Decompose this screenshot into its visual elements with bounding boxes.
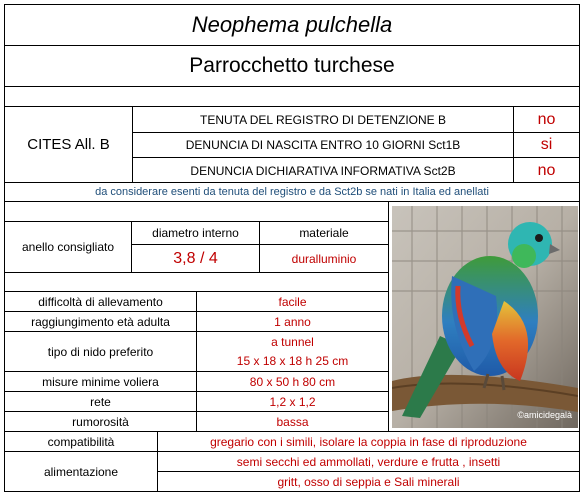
cites-row-value: si xyxy=(540,136,553,153)
detail-value: 80 x 50 h 80 cm xyxy=(249,374,336,389)
detail-value: bassa xyxy=(276,414,309,429)
cites-row-value: no xyxy=(537,161,556,179)
photo-watermark: ©amicidegalà xyxy=(517,410,572,420)
detail-label: misure minime voliera xyxy=(42,374,159,389)
detail-label: tipo di nido preferito xyxy=(47,344,154,359)
common-name: Parrocchetto turchese xyxy=(189,54,395,77)
detail-label: difficoltà di allevamento xyxy=(38,294,163,309)
cites-row-text: TENUTA DEL REGISTRO DI DETENZIONE B xyxy=(199,112,447,127)
parrot-illustration xyxy=(392,206,578,428)
detail-value: 15 x 18 x 18 h 25 cm xyxy=(236,354,349,368)
cites-label: CITES All. B xyxy=(27,136,110,153)
cites-row-value: no xyxy=(537,110,556,128)
detail-value: facile xyxy=(278,294,307,309)
ring-diameter-value: 3,8 / 4 xyxy=(173,249,218,267)
compatibility-value: gregario con i simili, isolare la coppia in fase di riproduzione xyxy=(210,434,527,449)
divider xyxy=(5,272,388,273)
feeding-line: gritt, osso di seppia e Sali minerali xyxy=(277,474,460,489)
cites-note: da considerare esenti da tenuta del registro e da Sct2b se nati in Italia ed anellati xyxy=(95,186,489,198)
detail-label: rumorosità xyxy=(72,414,129,429)
detail-label: raggiungimento età adulta xyxy=(31,314,170,329)
detail-value: 1 anno xyxy=(274,314,311,329)
bird-photo xyxy=(392,206,578,428)
detail-value: a tunnel xyxy=(271,335,314,349)
scientific-name: Neophema pulchella xyxy=(191,12,393,37)
divider xyxy=(5,86,579,87)
detail-value: 1,2 x 1,2 xyxy=(269,394,316,409)
ring-material-header: materiale xyxy=(299,226,349,240)
detail-label: rete xyxy=(90,394,111,409)
ring-diameter-header: diametro interno xyxy=(152,226,239,240)
divider xyxy=(388,201,389,431)
ring-material-value: duralluminio xyxy=(291,251,357,266)
cites-row-text: DENUNCIA DICHIARATIVA INFORMATIVA Sct2B xyxy=(190,163,456,178)
compatibility-label: compatibilità xyxy=(47,434,115,449)
ring-label: anello consigliato xyxy=(21,240,115,254)
cites-row-text: DENUNCIA DI NASCITA ENTRO 10 GIORNI Sct1B xyxy=(185,138,461,152)
divider xyxy=(5,201,579,202)
feeding-label: alimentazione xyxy=(43,464,119,479)
feeding-line: semi secchi ed ammollati, verdure e frutta , insetti xyxy=(236,454,501,469)
species-card xyxy=(4,4,580,492)
